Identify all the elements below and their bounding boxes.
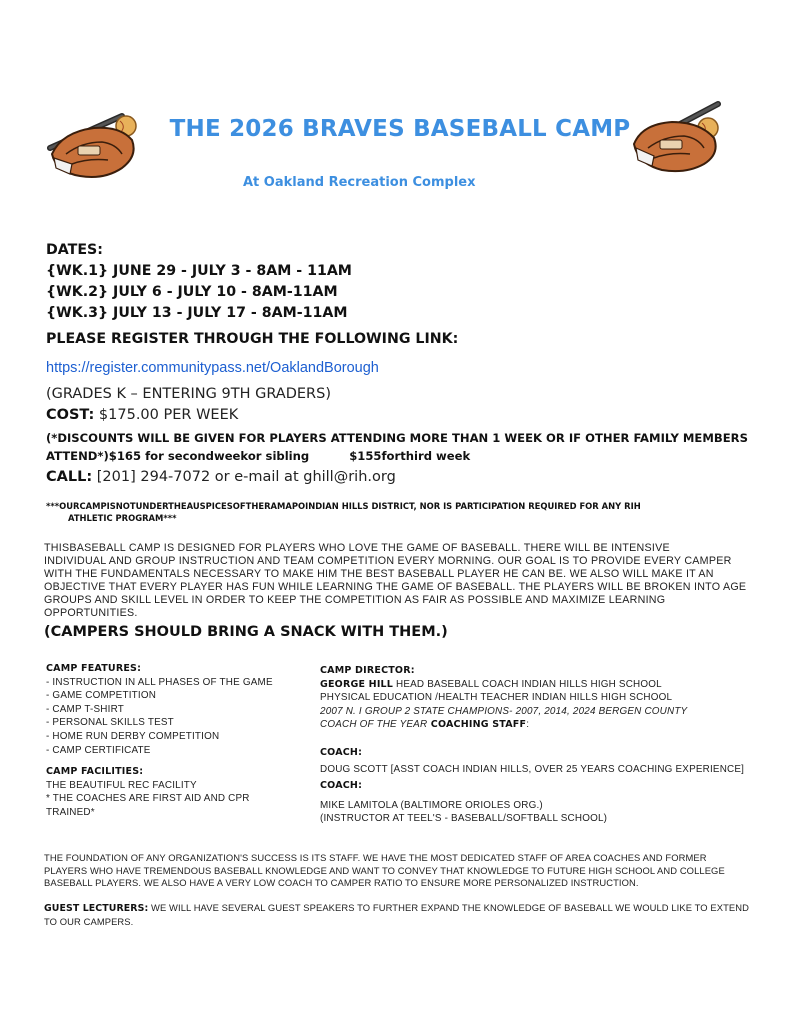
- contact-text: [201] 294-7072 or e-mail at ghill@rih.org: [92, 469, 396, 485]
- features-column: [46, 662, 296, 820]
- intro-line: INDIVIDUAL AND GROUP INSTRUCTION AND TEAM COMPETITION EVERY MORNING. OUR GOAL IS TO PROVIDE EVERY CAMPER: [44, 555, 732, 567]
- cost-value: $175.00 PER WEEK: [94, 407, 239, 423]
- page-subtitle: At Oakland Recreation Complex: [243, 175, 476, 190]
- staff-column: [320, 664, 760, 826]
- feature-item: - GAME COMPETITION: [46, 690, 157, 702]
- feature-item: - INSTRUCTION IN ALL PHASES OF THE GAME: [46, 676, 273, 688]
- intro-line: OPPORTUNITIES.: [44, 607, 138, 619]
- week-3: {WK.3} JULY 13 - JULY 17 - 8AM-11AM: [46, 305, 348, 321]
- discount-text: [46, 429, 766, 465]
- coach-1-heading: COACH:: [320, 746, 363, 758]
- cost-line: [46, 407, 238, 423]
- snack-note: (CAMPERS SHOULD BRING A SNACK WITH THEM.): [44, 624, 448, 640]
- guest-line-1: [44, 902, 769, 916]
- week-1: {WK.1} JUNE 29 - JULY 3 - 8AM - 11AM: [46, 263, 352, 279]
- director-title: HEAD BASEBALL COACH INDIAN HILLS HIGH SCHOOL: [393, 678, 662, 690]
- director-line-1: [320, 678, 760, 692]
- feature-item: - CAMP T-SHIRT: [46, 703, 124, 715]
- coach-2-heading: COACH:: [320, 780, 363, 792]
- cost-label: COST:: [46, 407, 95, 423]
- coach-of-year: COACH OF THE YEAR: [320, 719, 428, 731]
- feature-item: - CAMP CERTIFICATE: [46, 744, 151, 756]
- discount-third: $155forthird week: [349, 449, 471, 463]
- disclaimer-line-2: ATHLETIC PROGRAM***: [68, 513, 177, 523]
- facility-item: * THE COACHES ARE FIRST AID AND CPR: [46, 793, 250, 805]
- guest-line-2: TO OUR CAMPERS.: [44, 915, 134, 927]
- call-label: CALL:: [46, 469, 93, 485]
- features-heading: CAMP FEATURES:: [46, 663, 142, 674]
- disclaimer: [46, 500, 746, 524]
- week-2: {WK.2} JULY 6 - JULY 10 - 8AM-11AM: [46, 284, 338, 300]
- coach-1-text: DOUG SCOTT [ASST COACH INDIAN HILLS, OVER 25 YEARS COACHING EXPERIENCE]: [320, 763, 745, 775]
- page-title: THE 2026 BRAVES BASEBALL CAMP: [169, 116, 631, 142]
- coach-2-line-2: (INSTRUCTOR AT TEEL'S - BASEBALL/SOFTBALL SCHOOL): [320, 813, 608, 825]
- foundation-line: PLAYERS WHO HAVE TREMENDOUS BASEBALL KNOWLEDGE AND WANT TO CONVEY THAT KNOWLEDGE TO FUTURE HIGH SCHOOL AND COLLEGE: [44, 864, 725, 876]
- director-heading: CAMP DIRECTOR:: [320, 665, 415, 676]
- director-line-3: 2007 N. I GROUP 2 STATE CHAMPIONS- 2007, 2014, 2024 BERGEN COUNTY: [320, 705, 688, 717]
- intro-paragraph: [44, 542, 764, 620]
- director-line-4: [320, 718, 760, 732]
- dates-section: [46, 240, 352, 324]
- coach-2-line-1: MIKE LAMITOLA (BALTIMORE ORIOLES ORG.): [320, 799, 543, 811]
- facility-item: TRAINED*: [46, 806, 95, 818]
- registration-link[interactable]: https://register.communitypass.net/OaklandBorough: [46, 360, 379, 376]
- intro-line: GROUPS AND SKILL LEVEL IN ORDER TO KEEP THE COMPETITION AS FAIR AS POSSIBLE AND MAXIMIZE LEARNING: [44, 594, 666, 606]
- contact-line: [46, 469, 396, 485]
- director-line-2: PHYSICAL EDUCATION /HEALTH TEACHER INDIAN HILLS HIGH SCHOOL: [320, 692, 673, 704]
- disclaimer-line-1: ***OURCAMPISNOTUNDERTHEAUSPICESOFTHERAMAPOINDIAN HILLS DISTRICT, NOR IS PARTICIPATION REQUIRED FOR ANY RIH: [46, 501, 641, 511]
- foundation-line: THE FOUNDATION OF ANY ORGANIZATION'S SUCCESS IS ITS STAFF. WE HAVE THE MOST DEDICATED STAFF OF AREA COACHES AND FORMER: [44, 852, 707, 863]
- facility-item: THE BEAUTIFUL REC FACILITY: [46, 779, 197, 791]
- discount-second: ATTEND*)$165 for secondweekor sibling: [46, 449, 310, 463]
- guest-text: WE WILL HAVE SEVERAL GUEST SPEAKERS TO FURTHER EXPAND THE KNOWLEDGE OF BASEBALL WE WOULD LIKE TO EXTEND: [148, 902, 749, 913]
- feature-item: - PERSONAL SKILLS TEST: [46, 717, 174, 729]
- director-name: GEORGE HILL: [320, 678, 394, 690]
- facilities-heading: CAMP FACILITIES:: [46, 766, 144, 778]
- intro-line: THISBASEBALL CAMP IS DESIGNED FOR PLAYERS WHO LOVE THE GAME OF BASEBALL. THERE WILL BE INTENSIVE: [44, 542, 670, 554]
- coaching-staff-colon: :: [526, 719, 530, 731]
- intro-line: OBJECTIVE THAT EVERY PLAYER HAS FUN WHILE LEARNING THE GAME OF BASEBALL. THE PLAYERS WILL BE BROKEN INTO AGE: [44, 581, 747, 593]
- foundation-paragraph: [44, 852, 769, 890]
- foundation-line: BASEBALL PLAYERS. WE ALSO HAVE A VERY LOW COACH TO CAMPER RATIO TO ENSURE MORE PERSONALIZED INSTRUCTION.: [44, 877, 639, 889]
- coaching-staff-label: COACHING STAFF: [427, 719, 527, 731]
- discount-line-1: (*DISCOUNTS WILL BE GIVEN FOR PLAYERS ATTENDING MORE THAN 1 WEEK OR IF OTHER FAMILY MEMBERS: [46, 431, 748, 445]
- grades-text: (GRADES K – ENTERING 9TH GRADERS): [46, 386, 331, 402]
- discount-line-2: [46, 447, 766, 465]
- dates-label: DATES:: [46, 242, 103, 258]
- register-heading: PLEASE REGISTER THROUGH THE FOLLOWING LINK:: [46, 331, 459, 347]
- guest-lecturers: [44, 902, 769, 928]
- guest-label: GUEST LECTURERS:: [44, 903, 149, 914]
- feature-item: - HOME RUN DERBY COMPETITION: [46, 730, 220, 742]
- intro-line: WITH THE FUNDAMENTALS NECESSARY TO MAKE HIM THE BEST BASEBALL PLAYER HE CAN BE. WE ALSO WILL MAKE IT AN: [44, 568, 714, 580]
